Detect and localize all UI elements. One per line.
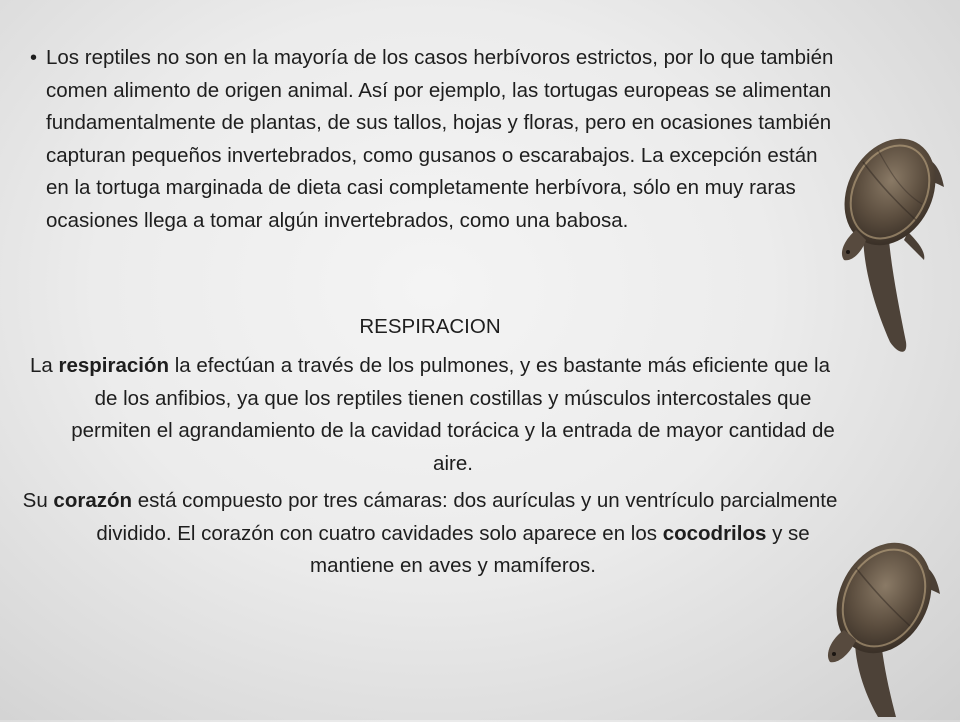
heart-paragraph	[20, 485, 840, 583]
respiration-paragraph	[20, 350, 840, 480]
para1-bold-term: respiración	[58, 354, 170, 377]
para2-bold-term-1: corazón	[53, 489, 133, 512]
para2-middle: está compuesto por tres cámaras: dos aurículas y un ventrículo parcialmente dividido. El corazón con cuatro cavidades solo aparece en los	[96, 489, 838, 545]
para1-after: la efectúan a través de los pulmones, y es bastante más eficiente que la de los anfibios, ya que los reptiles tienen costillas y músculos intercostales que permiten el agrandamiento de la cavidad torácica y la entrada de mayor cantidad de aire.	[71, 354, 835, 475]
sea-turtle-icon	[806, 512, 946, 722]
section-heading: RESPIRACION	[359, 315, 501, 338]
para2-after: y se mantiene en aves y mamíferos.	[310, 521, 810, 577]
para1-before: La	[30, 354, 59, 377]
bullet-text: Los reptiles no son en la mayoría de los casos herbívoros estrictos, por lo que también comen alimento de origen animal. Así por ejemplo, las tortugas europeas se alimentan fundamentalmente de plantas, de sus tallos, hojas y floras, pero en ocasiones también capturan pequeños invertebrados, como gusanos o escarabajos. La excepción están en la tortuga marginada de dieta casi completamente herbívora, sólo en muy raras ocasiones llega a tomar algún invertebrados, como una babosa.	[46, 46, 834, 232]
para2-bold-term-2: cocodrilos	[662, 521, 767, 545]
sea-turtle-icon	[818, 92, 948, 362]
bullet-dot: •	[30, 47, 38, 69]
para2-before: Su	[22, 489, 54, 512]
bullet-paragraph	[20, 42, 840, 237]
